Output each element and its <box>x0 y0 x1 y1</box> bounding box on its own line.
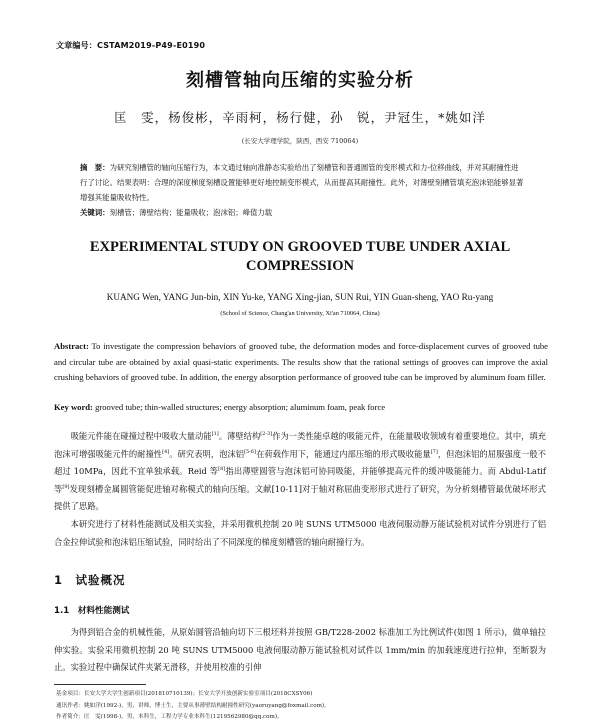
chinese-abstract <box>80 160 524 220</box>
citation-7: [9] <box>62 483 70 490</box>
english-title: EXPERIMENTAL STUDY ON GROOVED TUBE UNDER AXIAL COMPRESSION <box>89 239 511 274</box>
footnote-first-author: 作者简介：匡 雯(1998-)，男，本科生，工程力学专业本科生(1219562980@qq.com)。 <box>56 714 283 720</box>
p1-text-c: 作为一类性能卓越的吸能元件，在能量吸收领域有着重要地位。其中，填充泡沫可增强吸能元件的耐撞性 <box>54 431 547 459</box>
body-paragraph-1 <box>54 428 546 516</box>
footnote-corresponding-author: 通讯作者：姚如洋(1992-)，男，讲师，博士生，主要从事薄壁结构耐撞性研究(yaoruyang@foxmail.com)。 <box>56 702 330 709</box>
section-heading: 1 试验概况 <box>54 573 126 587</box>
english-keywords-line <box>54 402 548 412</box>
english-abstract-label: Abstract: <box>54 341 89 351</box>
english-abstract-text: To investigate the compression behaviors of grooved tube, the deformation modes and force-displacement curves of grooved tube and circular tube are obtained by axial quasi-static experiments. The results show that the rational settings of grooves can improve the axial crushing behaviors of grooved tube. In addition, the energy absorption performance of grooved tube can be improved by aluminum foam filler. <box>54 341 548 383</box>
p1-text-b: 。薄壁结构 <box>218 431 261 441</box>
english-keywords: grooved tube; thin-walled structures; energy absorption; aluminum foam, peak force <box>95 402 386 412</box>
subsection-heading: 1.1 材料性能测试 <box>54 606 130 616</box>
citation-1: [1] <box>211 431 219 438</box>
p1-text-f: ，但泡沫铝的屈服强度一般不超过 10MPa，因此不宜单独承载。Reid 等 <box>54 448 546 476</box>
english-keywords-label: Key word: <box>54 402 93 412</box>
citation-5: [7] <box>430 448 438 455</box>
p1-text-h: 发现刻槽金属圆管能促进轴对称模式的轴向压缩。文献[10-11]对于轴对称屈曲变形形式进行了研究，为分析刻槽管最优破坏形式提供了思路。 <box>54 483 546 511</box>
english-affiliation: (School of Science, Chang'an University, Xi'an 710064, China) <box>220 310 380 317</box>
chinese-keywords: 刻槽管；薄壁结构；能量吸收；泡沫铝；峰值力载 <box>109 208 273 217</box>
body-paragraph-2: 本研究进行了材料性能测试及相关实验，并采用微机控制 20 吨 SUNS UTM5000 电液伺服动静万能试验机对试件分别进行了铝合金拉伸试验和泡沫铝压缩试验，同时给出了不同深度的梯度刻槽管的轴向耐撞行为。 <box>54 519 546 547</box>
chinese-keywords-label: 关键词： <box>80 208 110 217</box>
footnote-divider <box>54 684 146 685</box>
chinese-affiliation: (长安大学理学院，陕西，西安 710064) <box>241 137 359 145</box>
citation-4: [5-6] <box>244 448 257 455</box>
footnotes <box>56 689 546 724</box>
p1-text-g: 指出薄壁圆管与泡沫铝可协同吸能，并能够提高元件的缓冲吸能能力。而 Abdul-Latif 等 <box>54 466 547 494</box>
article-number: 文章编号：CSTAM2019-P49-E0190 <box>56 41 206 50</box>
citation-3: [4] <box>162 448 170 455</box>
p1-text-d: 。研究表明，泡沫铝 <box>169 448 245 459</box>
chinese-title: 刻槽管轴向压缩的实验分析 <box>186 70 414 91</box>
p1-text-e: 在荷载作用下，能通过内部压缩的形式吸收能量 <box>256 448 431 459</box>
body-paragraph-3: 为得到铝合金的机械性能，从原始圆管沿轴向切下三根坯料并按照 GB/T228-2002 标准加工为比例试件(如图 1 所示)，做单轴拉伸实验。实验采用微机控制 20 吨 SUNS UTM5000 电液伺服动静万能试验机对试件以 1mm/min 的加载速度进行拉伸，至断裂为止。实验过程中确保试件夹紧无滑移，并使用校准的引伸 <box>54 627 546 672</box>
english-authors: KUANG Wen, YANG Jun-bin, XIN Yu-ke, YANG Xing-jian, SUN Rui, YIN Guan-sheng, YAO Ru-yang <box>106 292 494 302</box>
citation-6: [8] <box>218 466 226 473</box>
p1-text-a: 吸能元件能在碰撞过程中吸收大量动能 <box>70 431 212 441</box>
english-abstract <box>54 339 548 386</box>
chinese-abstract-label: 摘 要： <box>80 163 110 172</box>
footnote-fund: 基金项目：长安大学大学生创新项目(201810710139)；长安大学开放创新实验室项目(2018CXSY06) <box>56 691 313 697</box>
chinese-abstract-text: 为研究刻槽管的轴向压缩行为，本文通过轴向准静态实验给出了刻槽管和普通圆管的变形模式和力-位移曲线，并对其耐撞性进行了讨论。结果表明：合理的深度梯度刻槽设置能够更好地控制变形模式，从而提高其耐撞性。此外，对薄壁刻槽管填充泡沫铝能够显著增强其能量吸收特性。 <box>80 163 524 202</box>
citation-2: [2-3] <box>260 431 273 438</box>
chinese-authors: 匡 雯，杨俊彬，辛雨柯，杨行健，孙 锐，尹冠生，*姚如洋 <box>114 110 486 125</box>
